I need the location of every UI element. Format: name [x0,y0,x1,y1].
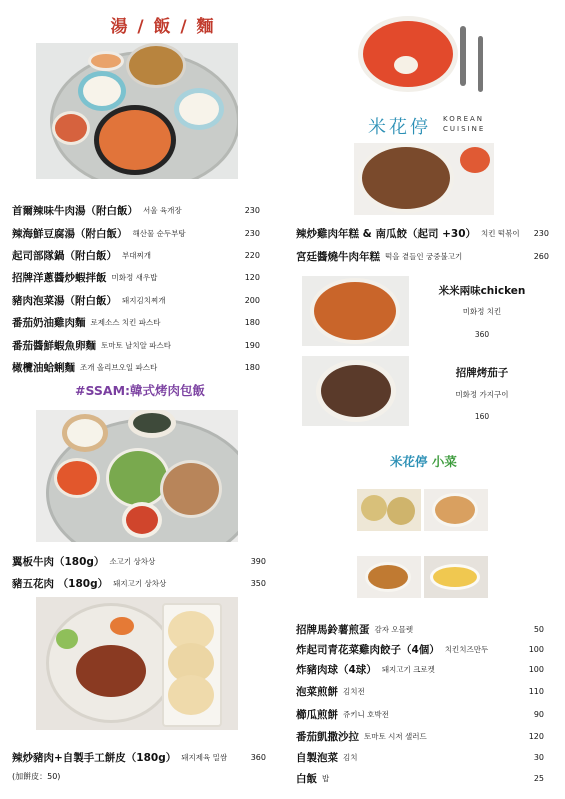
item-name: 辣炒雞肉年糕 & 南瓜餃（起司 +30） [296,227,477,240]
item-price: 120 [528,732,544,741]
pancake-photo [357,489,421,531]
item-name: 起司部隊鍋（附白飯） [12,249,117,262]
ssam-photo [36,410,238,542]
item-korean: 토마토 시저 샐러드 [364,731,427,741]
menu-item [296,247,462,265]
menu-item [12,291,165,309]
chicken-price: 360 [474,330,490,339]
item-korean: 김치전 [343,686,365,696]
item-price: 220 [244,251,260,260]
item-name: 番茄醬鮮蝦魚卵麵 [12,339,96,352]
item-korean: 돼지고기 상차상 [113,578,167,588]
item-korean: 돼지김치찌개 [122,295,166,305]
item-name: 翼板牛肉（180g） [12,555,105,568]
item-korean: 밥 [322,773,330,783]
item-korean: 로제소스 치킨 파스타 [90,317,161,327]
item-name: 炸豬肉球（4球） [296,663,377,676]
item-price: 230 [244,206,260,215]
menu-item [12,574,166,592]
menu-item [296,769,329,787]
item-korean: 떡을 곁들인 궁중불고기 [385,251,463,261]
item-price: 100 [528,645,544,654]
item-price: 390 [250,557,266,566]
menu-item [296,224,520,242]
item-name: 櫛瓜煎餅 [296,708,338,721]
eggplant-price: 160 [474,412,490,421]
item-name: 辣炒豬肉+自製手工餅皮（180g） [12,751,177,764]
chicken-korean: 미화정 치킨 [462,307,502,316]
item-korean: 쥬키니 호박전 [343,709,389,719]
item-korean: 서울 육개장 [143,205,182,215]
item-price: 230 [244,229,260,238]
menu-item [12,224,186,242]
logo-english-line2: CUISINE [443,125,486,133]
item-korean: 김치 [343,752,358,762]
extra-note: (加餅皮：50) [12,772,61,781]
item-price: 30 [533,753,544,762]
pork-photo [36,597,238,730]
item-price: 25 [533,774,544,783]
side-title-part2: 小菜 [431,454,457,469]
menu-item [12,246,151,264]
item-korean: 소고기 상차상 [109,556,156,566]
item-price: 360 [250,753,266,762]
chicken-name: 米米兩味chicken [438,285,526,297]
menu-item [296,620,413,638]
item-name: 招牌馬鈴薯煎蛋 [296,623,370,636]
item-korean: 해산물 순두부탕 [132,228,186,238]
item-price: 120 [244,273,260,282]
item-price: 50 [533,625,544,634]
item-korean: 돼지고기 크로켓 [381,664,435,674]
croquette-photo [357,556,421,598]
eggplant-name: 招牌烤茄子 [455,367,509,379]
item-name: 白飯 [296,772,317,785]
item-name: 辣海鮮豆腐湯（附白飯） [12,227,128,240]
tteokbokki-photo [354,16,494,98]
item-name: 炸起司青花菜雞肉餃子（4個） [296,643,440,656]
menu-item [12,336,171,354]
eggplant-photo [302,356,409,426]
eggplant-korean: 미화정 가지구이 [455,390,509,399]
item-price: 110 [528,687,544,696]
menu-item [296,640,488,658]
menu-item [296,660,435,678]
restaurant-logo [368,113,498,143]
item-name: 番茄凱撒沙拉 [296,730,359,743]
item-korean: 조개 올리브오일 파스타 [80,362,158,372]
item-korean: 돼지제육 밀쌈 [181,752,228,762]
item-price: 350 [250,579,266,588]
item-korean: 부대찌개 [122,250,151,260]
item-price: 180 [244,318,260,327]
item-korean: 치킨치즈만두 [444,644,489,654]
item-name: 豬五花肉 （180g） [12,577,109,590]
side-section-title [390,452,457,470]
item-price: 180 [244,363,260,372]
item-name: 自製泡菜 [296,751,338,764]
omelette-photo [424,556,488,598]
item-price: 200 [244,296,260,305]
menu-item [12,552,155,570]
item-price: 230 [533,229,549,238]
side-title-part1: 米花停 [390,454,428,469]
item-price: 190 [244,341,260,350]
ssam-section-title: #SSAM:韓式烤肉包飯 [75,383,206,398]
item-name: 番茄奶油雞肉麵 [12,316,86,329]
soup-section-title: 湯 / 飯 / 麵 [110,17,216,37]
item-name: 招牌洋蔥醬炒蝦拌飯 [12,271,107,284]
item-korean: 감자 오믈렛 [374,624,414,634]
menu-item [12,313,160,331]
item-name: 首爾辣味牛肉湯（附白飯） [12,204,138,217]
item-price: 260 [533,252,549,261]
menu-item [296,727,427,745]
item-price: 100 [528,665,544,674]
bulgogi-photo [354,143,494,215]
chicken-photo [302,276,409,346]
item-name: 橄欖油蛤蜊麵 [12,361,75,374]
menu-item [12,358,157,376]
soup-photo [36,43,238,179]
menu-item [296,682,365,700]
item-price: 90 [533,710,544,719]
menu-item [296,705,389,723]
item-name: 泡菜煎餅 [296,685,338,698]
item-korean: 미화정 새우밥 [111,272,158,282]
logo-english-line1: KOREAN [443,115,485,123]
item-name: 宮廷醬燒牛肉年糕 [296,250,380,263]
menu-item [296,748,358,766]
item-korean: 치킨 떡볶이 [481,228,520,238]
menu-item [12,201,182,219]
dumpling-photo [424,489,488,531]
menu-item [12,748,227,766]
item-name: 豬肉泡菜湯（附白飯） [12,294,117,307]
menu-item [12,268,157,286]
logo-chinese: 米花停 [368,117,431,138]
item-korean: 토마토 날치알 파스타 [101,340,171,350]
